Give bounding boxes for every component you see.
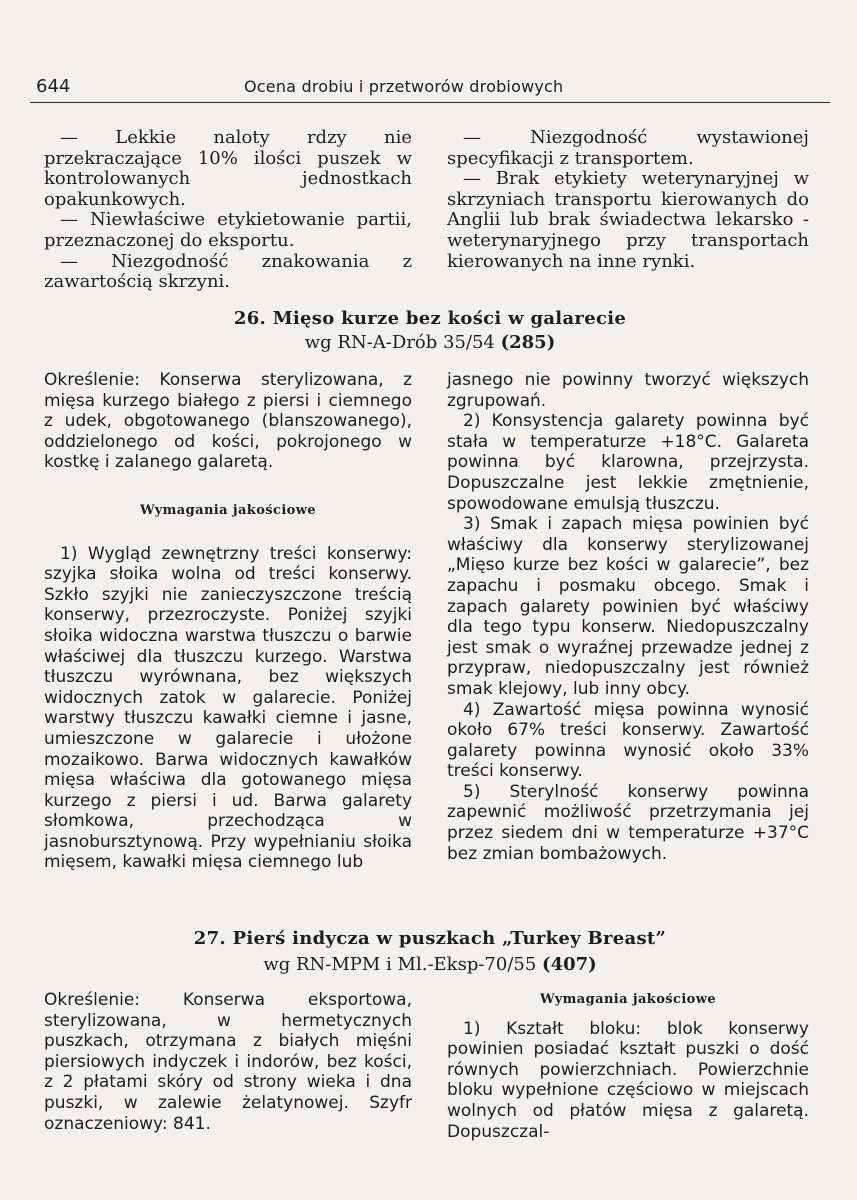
standard-reference: wg RN-A-Drób 35/54 [304, 332, 495, 353]
requirements-heading: Wymagania jakościowe [139, 502, 316, 518]
section-27-subtitle [30, 954, 830, 975]
section-27-title: 27. Pierś indycza w puszkach „Turkey Breast” [193, 928, 667, 949]
requirements-heading: Wymagania jakościowe [539, 992, 716, 1007]
requirement-5: 5) Sterylność konserwy powinna zapewnić możliwość przetrzymania jej przez siedem dni w temperaturze +37°C bez zmian bombażowych. [447, 781, 809, 864]
requirement-1: 1) Wygląd zewnętrzny treści konserwy: szyjka słoika wolna od treści konserwy. Szkło szyjki nie zanieczyszczone treścią konserwy, przezroczyste. Poniżej szyjki słoika widoczna warstwa tłuszczu o barwie właściwej dla tłuszczu kurzego. Warstwa tłuszczu wyrównana, bez większych widocznych zatok w galarecie. Poniżej warstwy tłuszczu kawałki ciemne i jasne, umieszczone w galarecie i ułożone mozaikowo. Barwa widocznych kawałków mięsa właściwa dla gotowanego mięsa kurzego z piersi i ud. Barwa galarety słomkowa, przechodząca w jasnobursztynową. Przy wypełnianiu słoika mięsem, kawałki mięsa ciemnego lub [44, 543, 412, 873]
requirement-1: 1) Kształt bloku: blok konserwy powinien posiadać kształt puszki o dość równych powierzchniach. Powierzchnie bloku wypełnione częściowo w miejscach wolnych od płatów mięsa z galaretą. Dopuszczal- [447, 1018, 809, 1142]
standard-code: (407) [542, 954, 597, 975]
section-26-title: 26. Mięso kurze bez kości w galarecie [233, 308, 627, 329]
page-header [30, 74, 830, 103]
requirement-1-continued: jasnego nie powinny tworzyć większych zgrupowań. [447, 370, 809, 411]
paragraph: — Niezgodność wystawionej specyfikacji z transportem. [447, 127, 809, 169]
standard-reference: wg RN-MPM i Ml.-Eksp-70/55 [263, 954, 537, 975]
definition-paragraph: Określenie: Konserwa eksportowa, sterylizowana, w hermetycznych puszkach, otrzymana z białych mięśni piersiowych indyczek i indorów, bez kości, z 2 płatami skóry od strony wieka i dna puszki, w zalewie żelatynowej. Szyfr oznaczeniowy: 841. [44, 990, 412, 1134]
paragraph: — Niezgodność znakowania z zawartością skrzyni. [44, 250, 412, 293]
standard-code: (285) [500, 332, 556, 353]
page-number: 644 [36, 76, 71, 97]
section-26-right-column [447, 370, 809, 864]
requirement-2: 2) Konsystencja galarety powinna być stała w temperaturze +18°C. Galareta powinna być klarowna, przejrzysta. Dopuszczalne jest lekkie zmętnienie, spowodowane emulsją tłuszczu. [447, 411, 809, 514]
running-title: Ocena drobiu i przetworów drobiowych [244, 77, 564, 96]
section-26-left-column [44, 370, 412, 873]
requirement-4: 4) Zawartość mięsa powinna wynosić około 67% treści konserwy. Zawartość galarety powinna wynosić około 33% treści konserwy. [447, 699, 809, 782]
top-right-column [447, 128, 809, 272]
section-26-subtitle [30, 332, 830, 353]
paragraph: — Niewłaściwe etykietowanie partii, przeznaczonej do eksportu. [44, 209, 412, 251]
definition-paragraph: Określenie: Konserwa sterylizowana, z mięsa kurzego białego z piersi i ciemnego z udek, obgotowanego (blanszowanego), oddzielonego od kości, pokrojonego w kostkę i zalanego galaretą. [44, 370, 412, 473]
paragraph: — Lekkie naloty rdzy nie przekraczające 10% ilości puszek w kontrolowanych jednostkach opakunkowych. [44, 127, 412, 210]
paragraph: — Brak etykiety weterynaryjnej w skrzyniach transportu kierowanych do Anglii lub brak świadectwa lekarsko - weterynaryjnego przy transportach kierowanych na inne rynki. [447, 168, 809, 272]
requirement-3: 3) Smak i zapach mięsa powinien być właściwy dla konserwy sterylizowanej „Mięso kurze bez kości w galarecie”, bez zapachu i posmaku obcego. Smak i zapach galarety powinien być właściwy dla tego typu konserw. Niedopuszczalny jest smak o wyraźnej przewadze jednej z przypraw, niedopuszczalny jest również smak klejowy, lub inny obcy. [447, 514, 809, 699]
top-left-column [44, 128, 412, 293]
section-27-right-column [447, 990, 809, 1142]
section-27-left-column [44, 990, 412, 1134]
